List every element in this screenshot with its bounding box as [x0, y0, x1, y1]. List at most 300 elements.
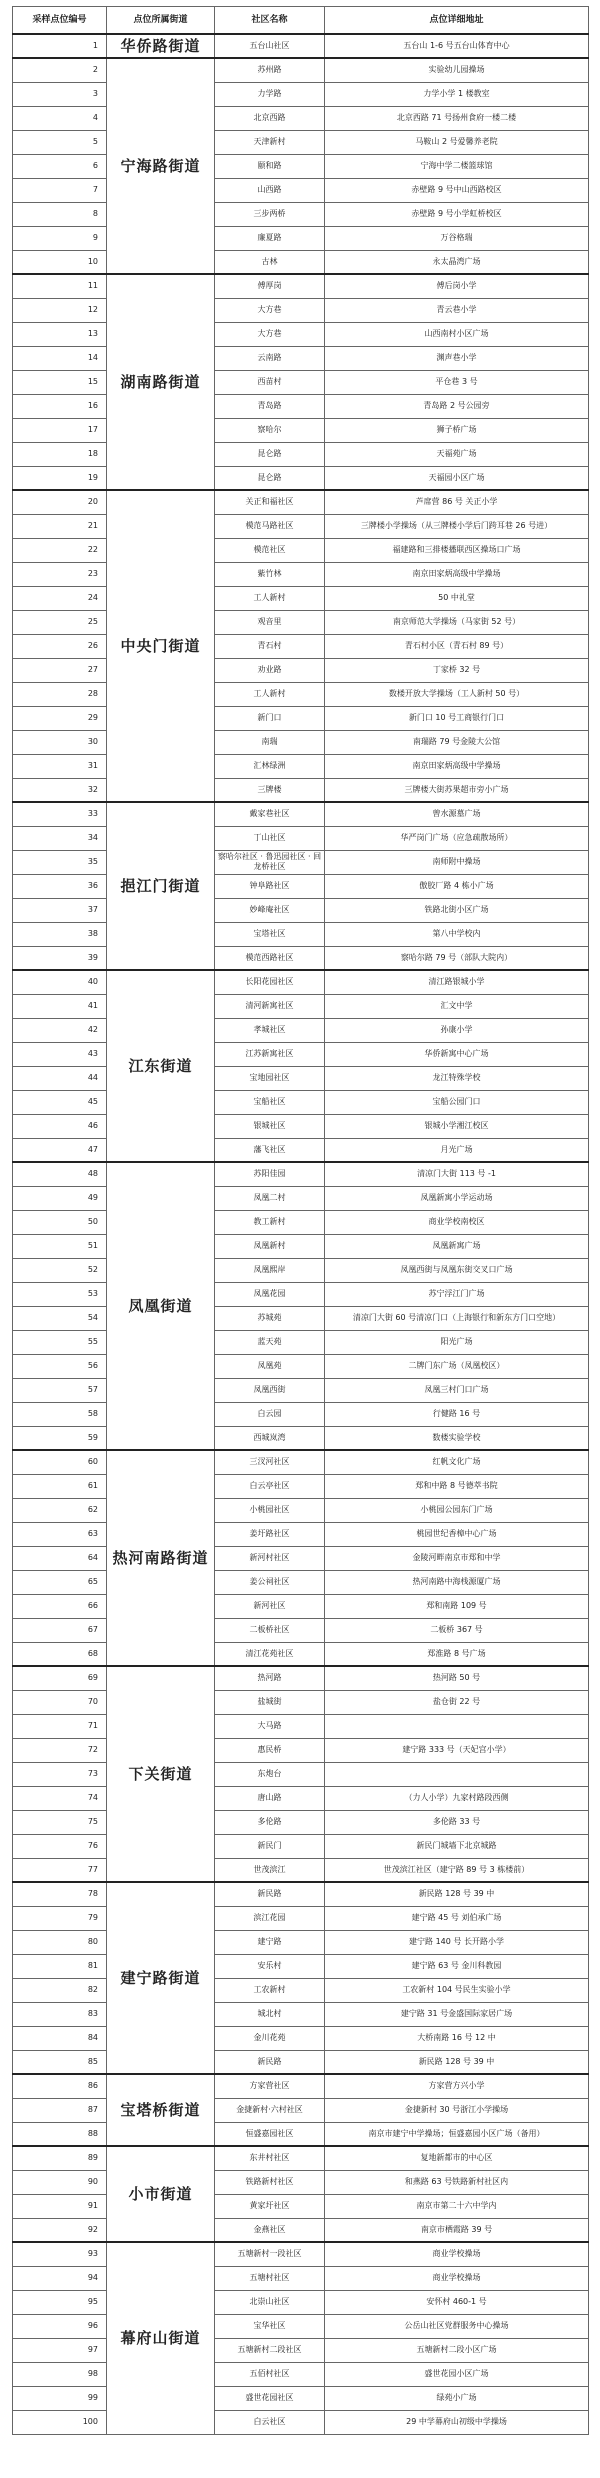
- cell-address: 二牌门东广场（凤凰校区）: [325, 1354, 589, 1378]
- cell-id: 41: [13, 994, 107, 1018]
- cell-id: 23: [13, 562, 107, 586]
- cell-id: 89: [13, 2146, 107, 2170]
- cell-address: 盐仓街 22 号: [325, 1690, 589, 1714]
- cell-community: 新民门: [215, 1834, 325, 1858]
- cell-community: 模范西路社区: [215, 946, 325, 970]
- cell-community: 昆仑路: [215, 442, 325, 466]
- cell-community: 模范社区: [215, 538, 325, 562]
- cell-community: 金捷新村·六村社区: [215, 2098, 325, 2122]
- cell-community: 青岛路: [215, 394, 325, 418]
- cell-id: 6: [13, 154, 107, 178]
- cell-id: 31: [13, 754, 107, 778]
- cell-community: 金燕社区: [215, 2218, 325, 2242]
- cell-community: 五塘村社区: [215, 2266, 325, 2290]
- cell-address: 银城小学湘江校区: [325, 1114, 589, 1138]
- cell-id: 51: [13, 1234, 107, 1258]
- cell-address: 汇文中学: [325, 994, 589, 1018]
- table-row: [13, 658, 589, 682]
- table-row: [13, 1714, 589, 1738]
- cell-id: 63: [13, 1522, 107, 1546]
- cell-address: 天福苑广场: [325, 442, 589, 466]
- cell-id: 43: [13, 1042, 107, 1066]
- table-row: [13, 2074, 589, 2098]
- cell-address: 丁家桥 32 号: [325, 658, 589, 682]
- cell-id: 28: [13, 682, 107, 706]
- cell-community: 世茂滨江: [215, 1858, 325, 1882]
- table-row: [13, 1450, 589, 1474]
- table-row: [13, 1882, 589, 1906]
- cell-id: 30: [13, 730, 107, 754]
- cell-community: 三牌楼: [215, 778, 325, 802]
- cell-community: 颐和路: [215, 154, 325, 178]
- cell-id: 5: [13, 130, 107, 154]
- table-row: [13, 1570, 589, 1594]
- cell-address: 五台山 1-6 号五台山体育中心: [325, 34, 589, 58]
- header-street: 点位所属街道: [107, 7, 215, 35]
- cell-id: 16: [13, 394, 107, 418]
- cell-address: 察哈尔路 79 号（部队大院内）: [325, 946, 589, 970]
- cell-community: 凤凰二村: [215, 1186, 325, 1210]
- table-row: [13, 1834, 589, 1858]
- cell-community: 南瑞: [215, 730, 325, 754]
- table-row: [13, 2098, 589, 2122]
- cell-id: 42: [13, 1018, 107, 1042]
- cell-address: 数楼实验学校: [325, 1426, 589, 1450]
- table-row: [13, 82, 589, 106]
- cell-address: 狮子桥广场: [325, 418, 589, 442]
- cell-community: 清江花苑社区: [215, 1642, 325, 1666]
- cell-id: 27: [13, 658, 107, 682]
- cell-id: 12: [13, 298, 107, 322]
- table-row: [13, 538, 589, 562]
- table-row: [13, 946, 589, 970]
- table-row: [13, 154, 589, 178]
- table-row: [13, 2266, 589, 2290]
- cell-address: 新民门城墙下北京城路: [325, 1834, 589, 1858]
- cell-id: 91: [13, 2194, 107, 2218]
- table-row: [13, 1978, 589, 2002]
- cell-address: 商业学校操场: [325, 2242, 589, 2266]
- cell-id: 81: [13, 1954, 107, 1978]
- table-row: [13, 850, 589, 874]
- cell-address: 郑和南路 109 号: [325, 1594, 589, 1618]
- header-id: 采样点位编号: [13, 7, 107, 35]
- table-row: [13, 1186, 589, 1210]
- cell-id: 59: [13, 1426, 107, 1450]
- cell-id: 22: [13, 538, 107, 562]
- cell-community: 妙峰庵社区: [215, 898, 325, 922]
- table-row: [13, 1210, 589, 1234]
- table-row: [13, 442, 589, 466]
- cell-address: 世茂滨江社区（建宁路 89 号 3 栋楼前）: [325, 1858, 589, 1882]
- cell-address: 实验幼儿园操场: [325, 58, 589, 82]
- cell-address: 渊声巷小学: [325, 346, 589, 370]
- cell-community: 惠民桥: [215, 1738, 325, 1762]
- cell-community: 昆仑路: [215, 466, 325, 490]
- cell-id: 61: [13, 1474, 107, 1498]
- cell-community: 城北村: [215, 2002, 325, 2026]
- table-row: [13, 322, 589, 346]
- cell-address: 清凉门大街 113 号 -1: [325, 1162, 589, 1186]
- cell-address: 郑淮路 8 号广场: [325, 1642, 589, 1666]
- cell-id: 100: [13, 2410, 107, 2434]
- table-row: [13, 1402, 589, 1426]
- table-row: [13, 418, 589, 442]
- cell-id: 98: [13, 2362, 107, 2386]
- cell-address: 山西南村小区广场: [325, 322, 589, 346]
- cell-community: 方家营社区: [215, 2074, 325, 2098]
- table-row: [13, 298, 589, 322]
- cell-street: 下关街道: [107, 1666, 215, 1882]
- table-row: [13, 898, 589, 922]
- cell-address: 建宁路 63 号 金川科教园: [325, 1954, 589, 1978]
- cell-id: 99: [13, 2386, 107, 2410]
- cell-address: [325, 1714, 589, 1738]
- table-row: [13, 1306, 589, 1330]
- cell-address: 万谷格瑞: [325, 226, 589, 250]
- table-row: [13, 274, 589, 298]
- cell-id: 96: [13, 2314, 107, 2338]
- cell-id: 56: [13, 1354, 107, 1378]
- cell-community: 关正和福社区: [215, 490, 325, 514]
- cell-address: 工农新村 104 号民生实验小学: [325, 1978, 589, 2002]
- table-row: [13, 1258, 589, 1282]
- cell-street: 小市街道: [107, 2146, 215, 2242]
- cell-community: 建宁路: [215, 1930, 325, 1954]
- cell-community: 察哈尔社区 · 鲁迅园社区 · 回龙桥社区: [215, 850, 325, 874]
- table-row: [13, 1114, 589, 1138]
- cell-address: 南京田家炳高级中学操场: [325, 562, 589, 586]
- cell-community: 大马路: [215, 1714, 325, 1738]
- table-row: [13, 1906, 589, 1930]
- cell-address: 傲胶厂路 4 栋小广场: [325, 874, 589, 898]
- cell-id: 7: [13, 178, 107, 202]
- cell-address: 华侨新寓中心广场: [325, 1042, 589, 1066]
- cell-community: 恒盛嘉园社区: [215, 2122, 325, 2146]
- table-row: [13, 1762, 589, 1786]
- cell-address: 宁海中学二楼篮球馆: [325, 154, 589, 178]
- table-row: [13, 778, 589, 802]
- cell-id: 53: [13, 1282, 107, 1306]
- cell-community: 紫竹林: [215, 562, 325, 586]
- cell-id: 82: [13, 1978, 107, 2002]
- cell-address: 凤凰西街与凤凰东街交叉口广场: [325, 1258, 589, 1282]
- cell-address: 小桃园公园东门广场: [325, 1498, 589, 1522]
- table-row: [13, 2194, 589, 2218]
- cell-address: 永太晶湾广场: [325, 250, 589, 274]
- cell-id: 46: [13, 1114, 107, 1138]
- cell-community: 云南路: [215, 346, 325, 370]
- table-row: [13, 346, 589, 370]
- table-row: [13, 178, 589, 202]
- cell-community: 大方巷: [215, 322, 325, 346]
- cell-address: 福建路和三排楼播联西区操场口广场: [325, 538, 589, 562]
- table-row: [13, 2002, 589, 2026]
- cell-id: 21: [13, 514, 107, 538]
- table-row: [13, 1522, 589, 1546]
- cell-community: 苏阳佳园: [215, 1162, 325, 1186]
- cell-address: 公岳山社区党群服务中心操场: [325, 2314, 589, 2338]
- cell-address: 清江路银城小学: [325, 970, 589, 994]
- cell-id: 71: [13, 1714, 107, 1738]
- cell-address: 南京田家炳高级中学操场: [325, 754, 589, 778]
- cell-id: 47: [13, 1138, 107, 1162]
- cell-id: 11: [13, 274, 107, 298]
- cell-community: 蓝天苑: [215, 1330, 325, 1354]
- table-row: [13, 1354, 589, 1378]
- cell-id: 62: [13, 1498, 107, 1522]
- cell-id: 26: [13, 634, 107, 658]
- table-row: [13, 562, 589, 586]
- cell-address: 50 中礼堂: [325, 586, 589, 610]
- cell-id: 72: [13, 1738, 107, 1762]
- cell-address: 南瑞路 79 号金陵大公馆: [325, 730, 589, 754]
- cell-community: 力学路: [215, 82, 325, 106]
- cell-id: 15: [13, 370, 107, 394]
- cell-community: 新民路: [215, 2050, 325, 2074]
- cell-street: 热河南路街道: [107, 1450, 215, 1666]
- cell-address: 芦席营 86 号 关正小学: [325, 490, 589, 514]
- table-row: [13, 682, 589, 706]
- cell-address: 平仓巷 3 号: [325, 370, 589, 394]
- table-row: [13, 2242, 589, 2266]
- cell-address: 盛世花园小区广场: [325, 2362, 589, 2386]
- cell-address: 凤凰三村门口广场: [325, 1378, 589, 1402]
- cell-community: 藩飞社区: [215, 1138, 325, 1162]
- cell-address: 二板桥 367 号: [325, 1618, 589, 1642]
- cell-community: 东炮台: [215, 1762, 325, 1786]
- cell-community: 山西路: [215, 178, 325, 202]
- cell-id: 32: [13, 778, 107, 802]
- cell-address: 曾水源墓广场: [325, 802, 589, 826]
- cell-address: 新民路 128 号 39 中: [325, 2050, 589, 2074]
- table-row: [13, 826, 589, 850]
- table-row: [13, 370, 589, 394]
- cell-street: 宝塔桥街道: [107, 2074, 215, 2146]
- table-row: [13, 1858, 589, 1882]
- table-row: [13, 250, 589, 274]
- cell-community: 盛世花园社区: [215, 2386, 325, 2410]
- table-row: [13, 1618, 589, 1642]
- cell-community: 滨江花园: [215, 1906, 325, 1930]
- cell-street: 幕府山街道: [107, 2242, 215, 2434]
- cell-id: 97: [13, 2338, 107, 2362]
- cell-community: 傅厚岗: [215, 274, 325, 298]
- cell-address: 傅后岗小学: [325, 274, 589, 298]
- cell-id: 76: [13, 1834, 107, 1858]
- cell-community: 劝业路: [215, 658, 325, 682]
- table-row: [13, 1690, 589, 1714]
- table-row: [13, 2386, 589, 2410]
- cell-address: （力人小学）九家村路段西侧: [325, 1786, 589, 1810]
- cell-community: 新河社区: [215, 1594, 325, 1618]
- table-row: [13, 202, 589, 226]
- cell-id: 8: [13, 202, 107, 226]
- cell-community: 工农新村: [215, 1978, 325, 2002]
- cell-id: 39: [13, 946, 107, 970]
- table-row: [13, 1474, 589, 1498]
- cell-community: 江苏新寓社区: [215, 1042, 325, 1066]
- cell-street: 湖南路街道: [107, 274, 215, 490]
- cell-community: 宝塔社区: [215, 922, 325, 946]
- table-row: [13, 490, 589, 514]
- cell-id: 2: [13, 58, 107, 82]
- cell-id: 14: [13, 346, 107, 370]
- table-row: [13, 2290, 589, 2314]
- table-row: [13, 2218, 589, 2242]
- table-row: [13, 754, 589, 778]
- cell-address: 南师附中操场: [325, 850, 589, 874]
- cell-id: 77: [13, 1858, 107, 1882]
- cell-street: 凤凰街道: [107, 1162, 215, 1450]
- cell-id: 10: [13, 250, 107, 274]
- cell-address: 阳光广场: [325, 1330, 589, 1354]
- table-row: [13, 2410, 589, 2434]
- cell-community: 新门口: [215, 706, 325, 730]
- cell-address: 北京西路 71 号扬州食府一楼二楼: [325, 106, 589, 130]
- cell-address: 南京市建宁中学操场；恒盛嘉园小区广场（备用）: [325, 2122, 589, 2146]
- cell-community: 廉夏路: [215, 226, 325, 250]
- cell-community: 工人新村: [215, 586, 325, 610]
- cell-community: 古林: [215, 250, 325, 274]
- cell-community: 多伦路: [215, 1810, 325, 1834]
- header-address: 点位详细地址: [325, 7, 589, 35]
- cell-address: 热河路 50 号: [325, 1666, 589, 1690]
- cell-address: 第八中学校内: [325, 922, 589, 946]
- cell-address: 金陵河畔南京市郑和中学: [325, 1546, 589, 1570]
- cell-id: 60: [13, 1450, 107, 1474]
- cell-address: 数楼开放大学操场（工人新村 50 号）: [325, 682, 589, 706]
- cell-id: 57: [13, 1378, 107, 1402]
- cell-community: 苏城苑: [215, 1306, 325, 1330]
- table-row: [13, 1018, 589, 1042]
- cell-id: 50: [13, 1210, 107, 1234]
- cell-id: 85: [13, 2050, 107, 2074]
- cell-id: 44: [13, 1066, 107, 1090]
- cell-community: 察哈尔: [215, 418, 325, 442]
- cell-community: 凤凰西街: [215, 1378, 325, 1402]
- cell-id: 40: [13, 970, 107, 994]
- cell-address: 新民路 128 号 39 中: [325, 1882, 589, 1906]
- cell-id: 95: [13, 2290, 107, 2314]
- cell-street: 建宁路街道: [107, 1882, 215, 2074]
- table-body: [13, 34, 589, 2434]
- cell-community: 姜公祠社区: [215, 1570, 325, 1594]
- cell-address: 月光广场: [325, 1138, 589, 1162]
- cell-community: 苏州路: [215, 58, 325, 82]
- table-row: [13, 226, 589, 250]
- cell-id: 80: [13, 1930, 107, 1954]
- cell-address: 马鞍山 2 号爱馨养老院: [325, 130, 589, 154]
- cell-address: 青石村小区（青石村 89 号）: [325, 634, 589, 658]
- cell-street: 宁海路街道: [107, 58, 215, 274]
- cell-street: 江东街道: [107, 970, 215, 1162]
- cell-street: 中央门街道: [107, 490, 215, 802]
- cell-id: 75: [13, 1810, 107, 1834]
- cell-address: 南京师范大学操场（马家街 52 号）: [325, 610, 589, 634]
- cell-community: 东井村社区: [215, 2146, 325, 2170]
- cell-id: 38: [13, 922, 107, 946]
- cell-community: 西苗村: [215, 370, 325, 394]
- table-row: [13, 2338, 589, 2362]
- cell-id: 88: [13, 2122, 107, 2146]
- table-row: [13, 1042, 589, 1066]
- table-row: [13, 610, 589, 634]
- cell-id: 24: [13, 586, 107, 610]
- cell-community: 丁山社区: [215, 826, 325, 850]
- cell-address: 新门口 10 号工商银行门口: [325, 706, 589, 730]
- cell-community: 姜圩路社区: [215, 1522, 325, 1546]
- table-row: [13, 2314, 589, 2338]
- cell-id: 84: [13, 2026, 107, 2050]
- cell-community: 北崇山社区: [215, 2290, 325, 2314]
- cell-address: 复地新都市的中心区: [325, 2146, 589, 2170]
- cell-address: 清凉门大街 60 号清凉门口（上海银行和新东方门口空地）: [325, 1306, 589, 1330]
- cell-community: 小桃园社区: [215, 1498, 325, 1522]
- table-row: [13, 34, 589, 58]
- cell-id: 83: [13, 2002, 107, 2026]
- cell-address: 和燕路 63 号铁路新村社区内: [325, 2170, 589, 2194]
- cell-community: 五佰村社区: [215, 2362, 325, 2386]
- table-row: [13, 1546, 589, 1570]
- cell-address: 建宁路 333 号（天妃宫小学）: [325, 1738, 589, 1762]
- cell-community: 凤凰新村: [215, 1234, 325, 1258]
- cell-community: 凤凰花园: [215, 1282, 325, 1306]
- table-row: [13, 2122, 589, 2146]
- table-row: [13, 634, 589, 658]
- cell-street: 挹江门街道: [107, 802, 215, 970]
- cell-community: 五塘新村二段社区: [215, 2338, 325, 2362]
- table-row: [13, 586, 589, 610]
- cell-address: 宝船公园门口: [325, 1090, 589, 1114]
- cell-id: 69: [13, 1666, 107, 1690]
- sampling-site-table: [12, 6, 589, 2435]
- cell-community: 大方巷: [215, 298, 325, 322]
- cell-address: 天福园小区广场: [325, 466, 589, 490]
- cell-address: 金捷新村 30 号浙江小学操场: [325, 2098, 589, 2122]
- table-row: [13, 2146, 589, 2170]
- cell-id: 4: [13, 106, 107, 130]
- table-row: [13, 2026, 589, 2050]
- table-row: [13, 706, 589, 730]
- cell-community: 新民路: [215, 1882, 325, 1906]
- cell-id: 78: [13, 1882, 107, 1906]
- cell-community: 白云亭社区: [215, 1474, 325, 1498]
- cell-id: 1: [13, 34, 107, 58]
- cell-address: 桃园世纪香樟中心广场: [325, 1522, 589, 1546]
- cell-id: 17: [13, 418, 107, 442]
- cell-community: 长阳花园社区: [215, 970, 325, 994]
- table-row: [13, 1282, 589, 1306]
- cell-address: 郑和中路 8 号德萃书院: [325, 1474, 589, 1498]
- cell-id: 87: [13, 2098, 107, 2122]
- cell-address: 铁路北街小区广场: [325, 898, 589, 922]
- cell-id: 20: [13, 490, 107, 514]
- cell-id: 19: [13, 466, 107, 490]
- cell-community: 凤凰苑: [215, 1354, 325, 1378]
- cell-id: 55: [13, 1330, 107, 1354]
- cell-community: 汇林绿洲: [215, 754, 325, 778]
- table-row: [13, 1642, 589, 1666]
- cell-address: 凤凰新寓小学运动场: [325, 1186, 589, 1210]
- header-community: 社区名称: [215, 7, 325, 35]
- cell-community: 安乐村: [215, 1954, 325, 1978]
- cell-community: 北京西路: [215, 106, 325, 130]
- cell-community: 银城社区: [215, 1114, 325, 1138]
- cell-id: 68: [13, 1642, 107, 1666]
- table-row: [13, 1090, 589, 1114]
- table-row: [13, 2050, 589, 2074]
